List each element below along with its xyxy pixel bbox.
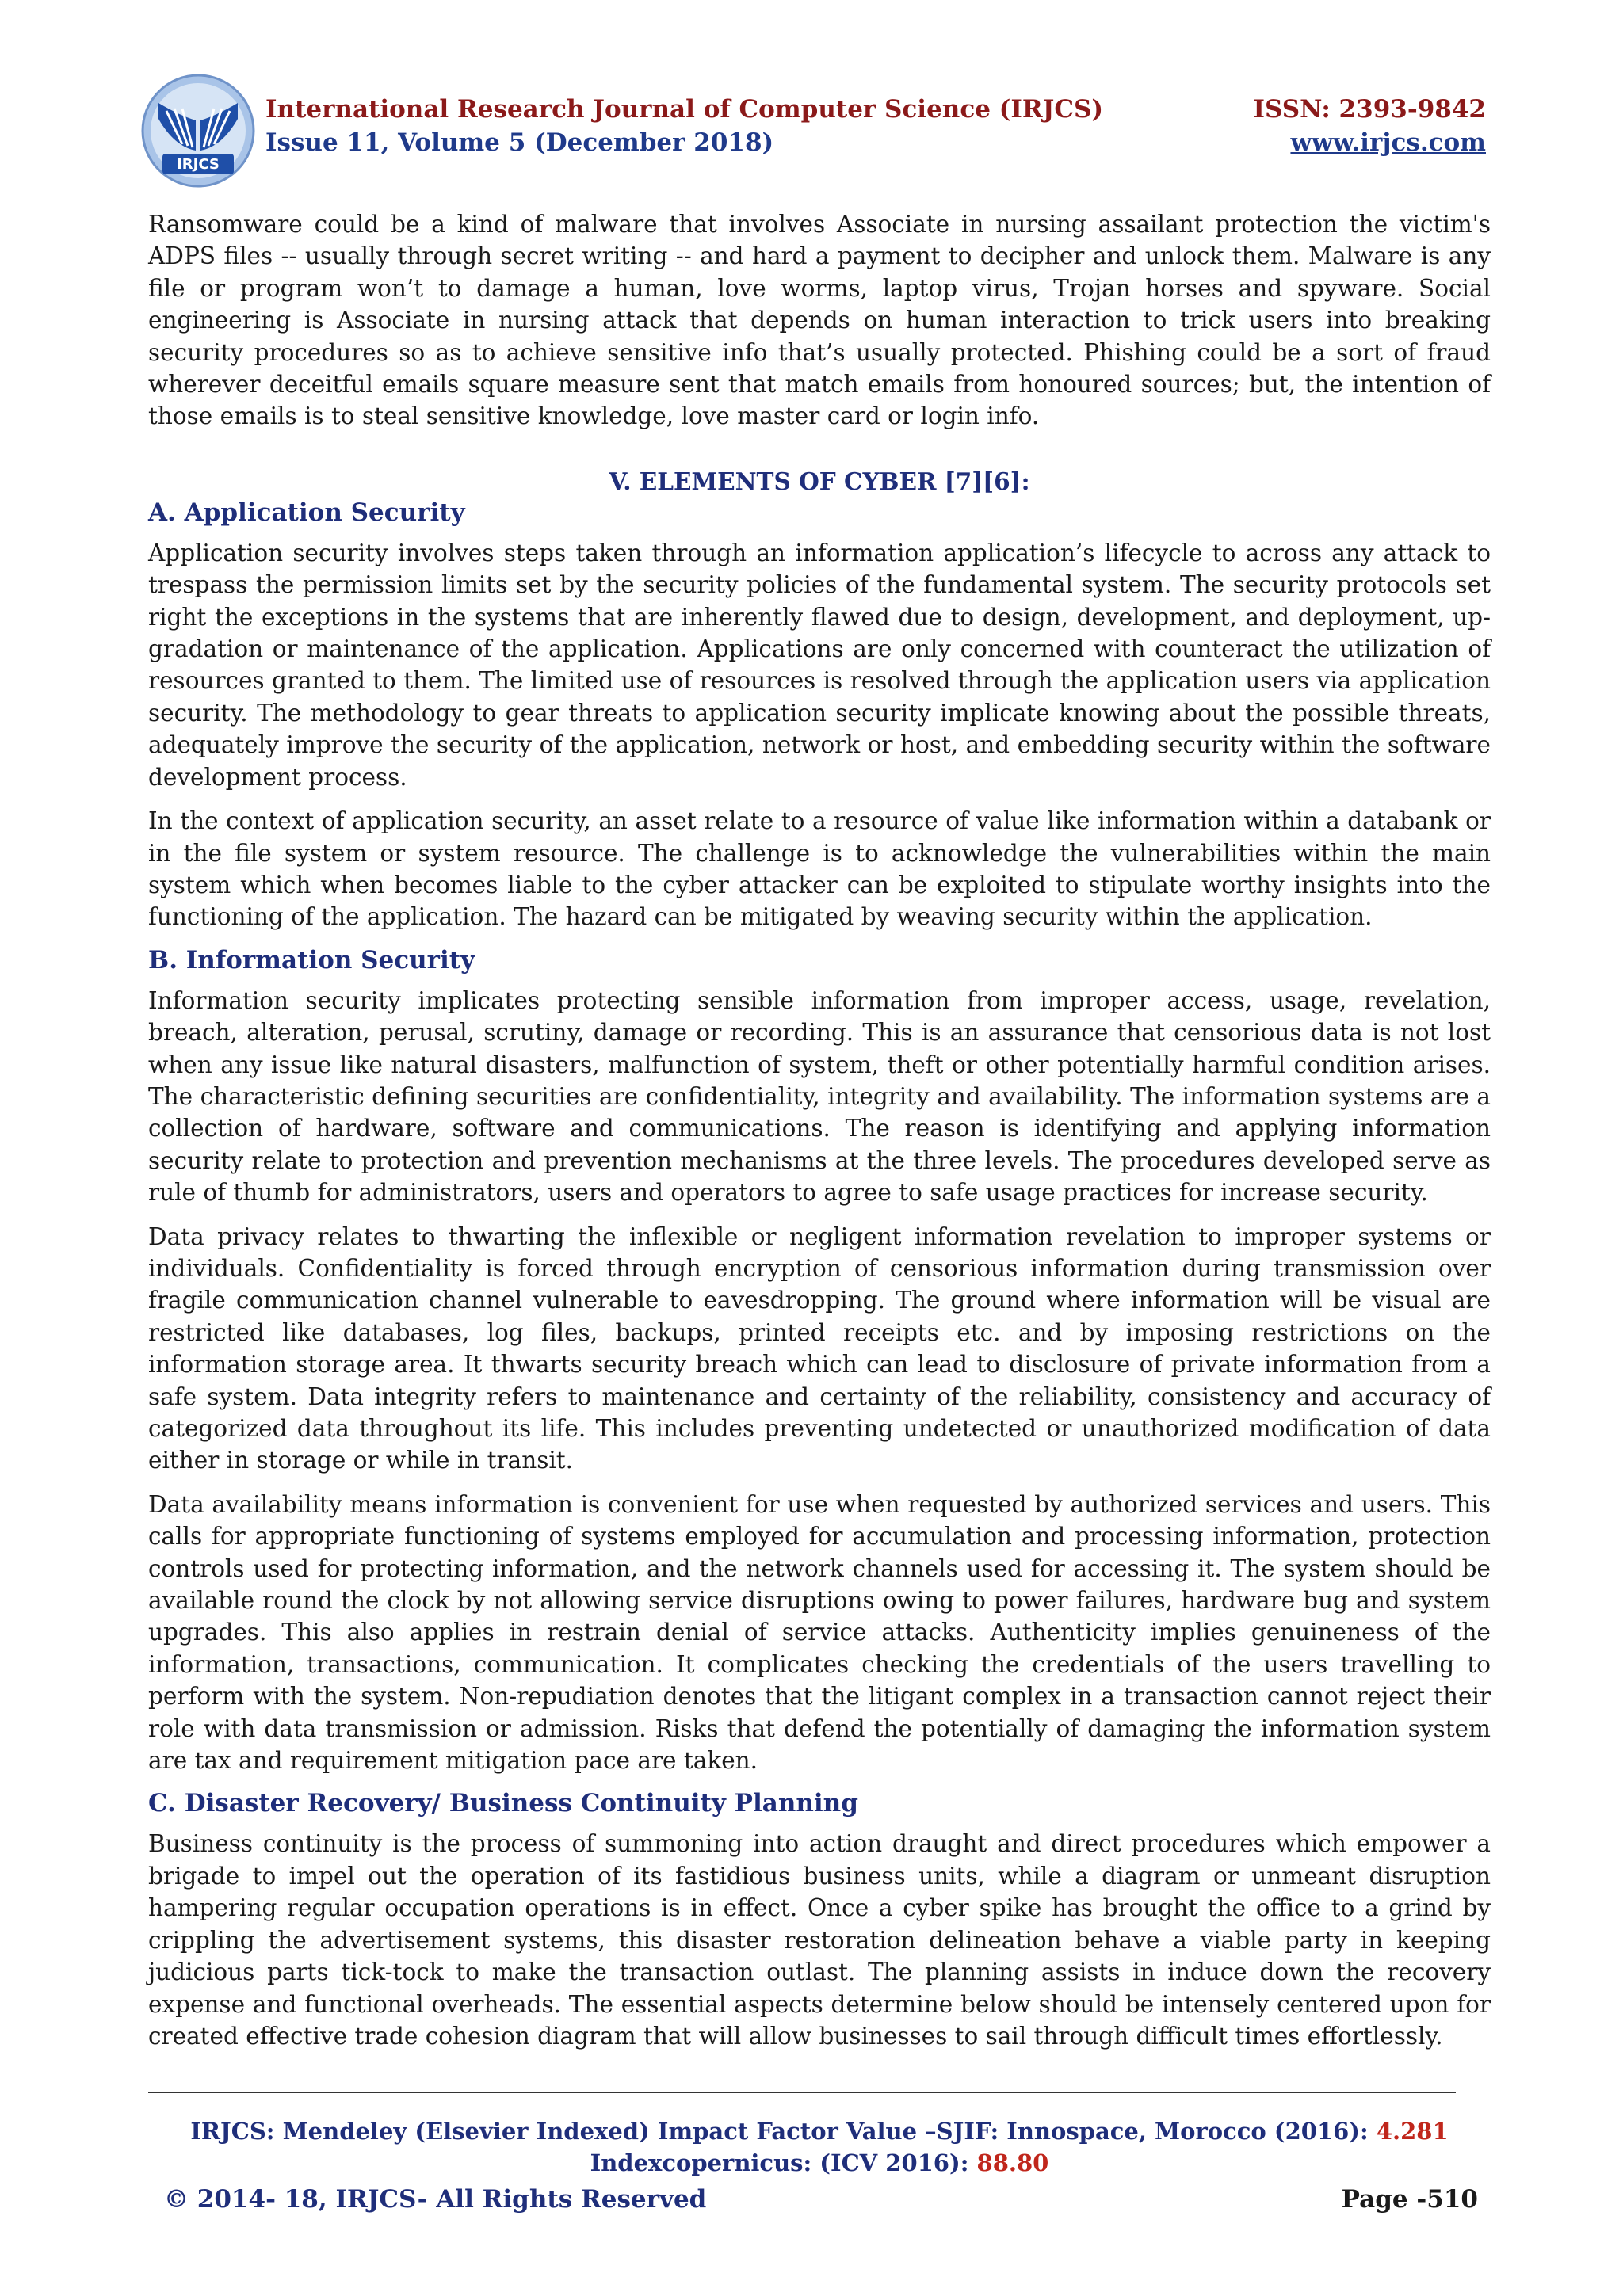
impact-factor-label: IRJCS: Mendeley (Elsevier Indexed) Impact Factor Value –SJIF: Innospace, Morocco (2016):: [190, 2118, 1377, 2145]
body-paragraph: In the context of application security, an asset relate to a resource of value like information within a databank or in the file system or system resource. The challenge is to acknowledge the vulnerabilities within the main system which when becomes liable to the cyber attacker can be exploited to stipulate worthy insights into the functioning of the application. The hazard can be mitigated by weaving security within the application.: [148, 807, 1491, 931]
page-header: [139, 71, 1486, 174]
section-heading: V. ELEMENTS OF CYBER [7][6]:: [609, 467, 1030, 495]
footer-bottom-row: [148, 2185, 1491, 2220]
page-footer: [148, 2092, 1491, 2220]
icv-value: 88.80: [976, 2149, 1049, 2176]
footer-divider: [148, 2092, 1456, 2093]
body-paragraph: Application security involves steps taken through an information application’s lifecycle to across any attack to trespass the permission limits set by the security policies of the fundamental system. The security protocols set right the exceptions in the systems that are inherently flawed due to design, development, and deployment, up-gradation or maintenance of the application. Applications are only concerned with counteract the utilization of resources granted to them. The limited use of resources is resolved through the application users via application security. The methodology to gear threats to application security implicate knowing about the possible threats, adequately improve the security of the application, network or host, and embedding security within the software development process.: [148, 539, 1491, 791]
page-number: Page -510: [1341, 2185, 1478, 2214]
journal-title: International Research Journal of Computer Science (IRJCS): [265, 95, 1104, 124]
body-paragraph: Data availability means information is convenient for use when requested by authorized services and users. This calls for appropriate functioning of systems employed for accumulation and processing information, protection controls used for protecting information, and the network channels used for accessing it. The system should be available round the clock by not allowing service disruptions owing to power failures, hardware bug and system upgrades. This also applies in restrain denial of service attacks. Authenticity implies genuineness of the information, transactions, communication. It complicates checking the credentials of the users travelling to perform with the system. Non-repudiation denotes that the litigant complex in a transaction cannot reject their role with data transmission or admission. Risks that defend the potentially of damaging the information system are tax and requirement mitigation pace are taken.: [148, 1490, 1491, 1775]
issue-info: Issue 11, Volume 5 (December 2018): [265, 128, 774, 157]
journal-logo-icon: [139, 71, 258, 190]
website-link[interactable]: www.irjcs.com: [1290, 128, 1486, 157]
subsection-heading-information-security: B. Information Security: [148, 945, 475, 974]
logo-text: IRJCS: [177, 156, 220, 173]
subsection-heading-application-security: A. Application Security: [148, 498, 465, 527]
icv-line: [148, 2147, 1491, 2179]
impact-factor-line: [148, 2115, 1491, 2147]
body-paragraph: Data privacy relates to thwarting the inflexible or negligent information revelation to improper systems or individuals. Confidentiality is forced through encryption of censorious information during transmission over fragile communication channel vulnerable to eavesdropping. The ground where information will be visual are restricted like databases, log files, backups, printed receipts etc. and by imposing restrictions on the information storage area. It thwarts security breach which can lead to disclosure of private information from a safe system. Data integrity refers to maintenance and certainty of the reliability, consistency and accuracy of categorized data throughout its life. This includes preventing undetected or unauthorized modification of data either in storage or while in transit.: [148, 1222, 1491, 1474]
body-paragraph: Information security implicates protecting sensible information from improper access, usage, revelation, breach, alteration, perusal, scrutiny, damage or recording. This is an assurance that censorious data is not lost when any issue like natural disasters, malfunction of system, theft or other potentially harmful condition arises. The characteristic defining securities are confidentiality, integrity and availability. The information systems are a collection of hardware, software and communications. The reason is identifying and applying information security relate to protection and prevention mechanisms at the three levels. The procedures developed serve as rule of thumb for administrators, users and operators to agree to safe usage practices for increase security.: [148, 986, 1491, 1207]
copyright-notice: © 2014- 18, IRJCS- All Rights Reserved: [164, 2185, 707, 2214]
intro-paragraph: Ransomware could be a kind of malware that involves Associate in nursing assailant protection the victim's ADPS files -- usually through secret writing -- and hard a payment to decipher and unlock them. Malware is any file or program won’t to damage a human, love worms, laptop virus, Trojan horses and spyware. Social engineering is Associate in nursing attack that depends on human interaction to trick users into breaking security procedures so as to achieve sensitive info that’s usually protected. Phishing could be a sort of fraud wherever deceitful emails square measure sent that match emails from honoured sources; but, the intention of those emails is to steal sensitive knowledge, love master card or login info.: [148, 211, 1491, 430]
body-paragraph: Business continuity is the process of summoning into action draught and direct procedures which empower a brigade to impel out the operation of its fastidious business units, while a diagram or unmeant disruption hampering regular occupation operations is in effect. Once a cyber spike has brought the office to a grind by crippling the advertisement systems, this disaster restoration delineation behave a viable party in keeping judicious parts tick-tock to make the transaction outlast. The planning assists in induce down the recovery expense and functional overheads. The essential aspects determine below should be intensely centered upon for created effective trade cohesion diagram that will allow businesses to sail through difficult times effortlessly.: [148, 1830, 1491, 2050]
icv-label: Indexcopernicus: (ICV 2016):: [590, 2149, 977, 2176]
subsection-heading-disaster-recovery: C. Disaster Recovery/ Business Continuity Planning: [148, 1789, 858, 1818]
issn-number: ISSN: 2393-9842: [1253, 95, 1486, 124]
impact-factor-value: 4.281: [1376, 2118, 1449, 2145]
article-body: [148, 208, 1491, 2064]
